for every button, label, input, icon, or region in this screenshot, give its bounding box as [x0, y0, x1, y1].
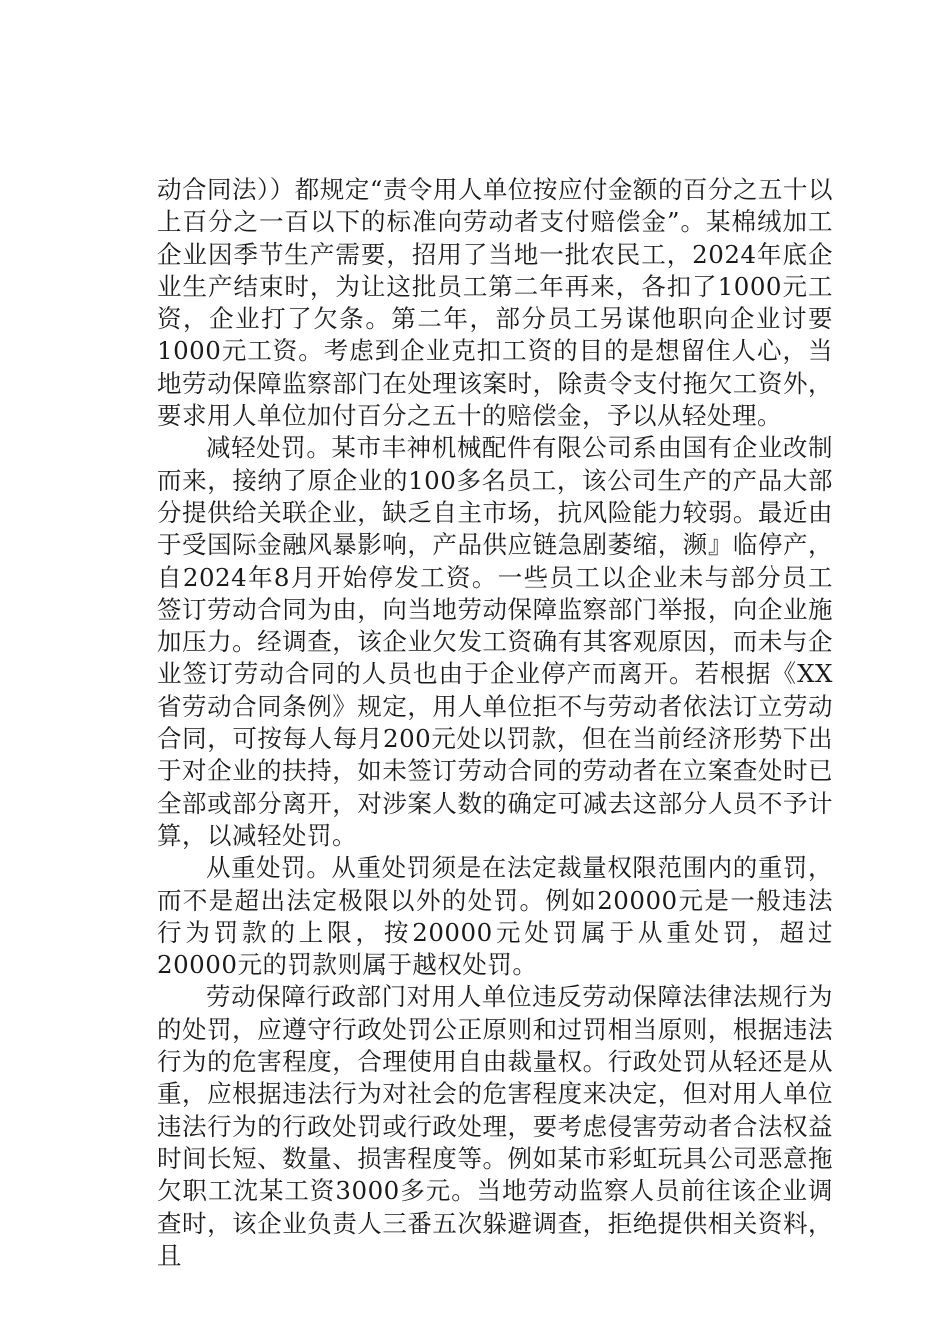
document-body: [157, 174, 833, 1272]
paragraph-heavier-penalty: 从重处罚。从重处罚须是在法定裁量权限范围内的重罚，而不是超出法定极限以外的处罚。例如20000元是一般违法行为罚款的上限，按20000元处罚属于从重处罚，超过20000元的罚款则属于越权处罚。: [157, 853, 833, 980]
paragraph-discretion-principle: 劳动保障行政部门对用人单位违反劳动保障法律法规行为的处罚，应遵守行政处罚公正原则和过罚相当原则，根据违法行为的危害程度，合理使用自由裁量权。行政处罚从轻还是从重，应根据违法行为对社会的危害程度来决定，但对用人单位违法行为的行政处罚或行政处理，要考虑侵害劳动者合法权益时间长短、数量、损害程度等。例如某市彩虹玩具公司恶意拖欠职工沈某工资3000多元。当地劳动监察人员前往该企业调查时，该企业负责人三番五次躲避调查，拒绝提供相关资料，且: [157, 982, 833, 1270]
paragraph-continuation: 动合同法））都规定“责令用人单位按应付金额的百分之五十以上百分之一百以下的标准向劳动者支付赔偿金”。某棉绒加工企业因季节生产需要，招用了当地一批农民工，2024年底企业生产结束时，为让这批员工第二年再来，各扣了1000元工资，企业打了欠条。第二年，部分员工另谋他职向企业讨要1000元工资。考虑到企业克扣工资的目的是想留住人心，当地劳动保障监察部门在处理该案时，除责令支付拖欠工资外，要求用人单位加付百分之五十的赔偿金，予以从轻处理。: [157, 175, 833, 431]
paragraph-reduced-penalty: 减轻处罚。某市丰神机械配件有限公司系由国有企业改制而来，接纳了原企业的100多名员工，该公司生产的产品大部分提供给关联企业，缺乏自主市场，抗风险能力较弱。最近由于受国际金融风暴影响，产品供应链急剧萎缩，濒』临停产，自2024年8月开始停发工资。一些员工以企业未与部分员工签订劳动合同为由，向当地劳动保障监察部门举报，向企业施加压力。经调查，该企业欠发工资确有其客观原因，而未与企业签订劳动合同的人员也由于企业停产而离开。若根据《XX省劳动合同条例》规定，用人单位拒不与劳动者依法订立劳动合同，可按每人每月200元处以罚款，但在当前经济形势下出于对企业的扶持，如未签订劳动合同的劳动者在立案查处时已全部或部分离开，对涉案人数的确定可减去这部分人员不予计算，以减轻处罚。: [157, 433, 833, 850]
